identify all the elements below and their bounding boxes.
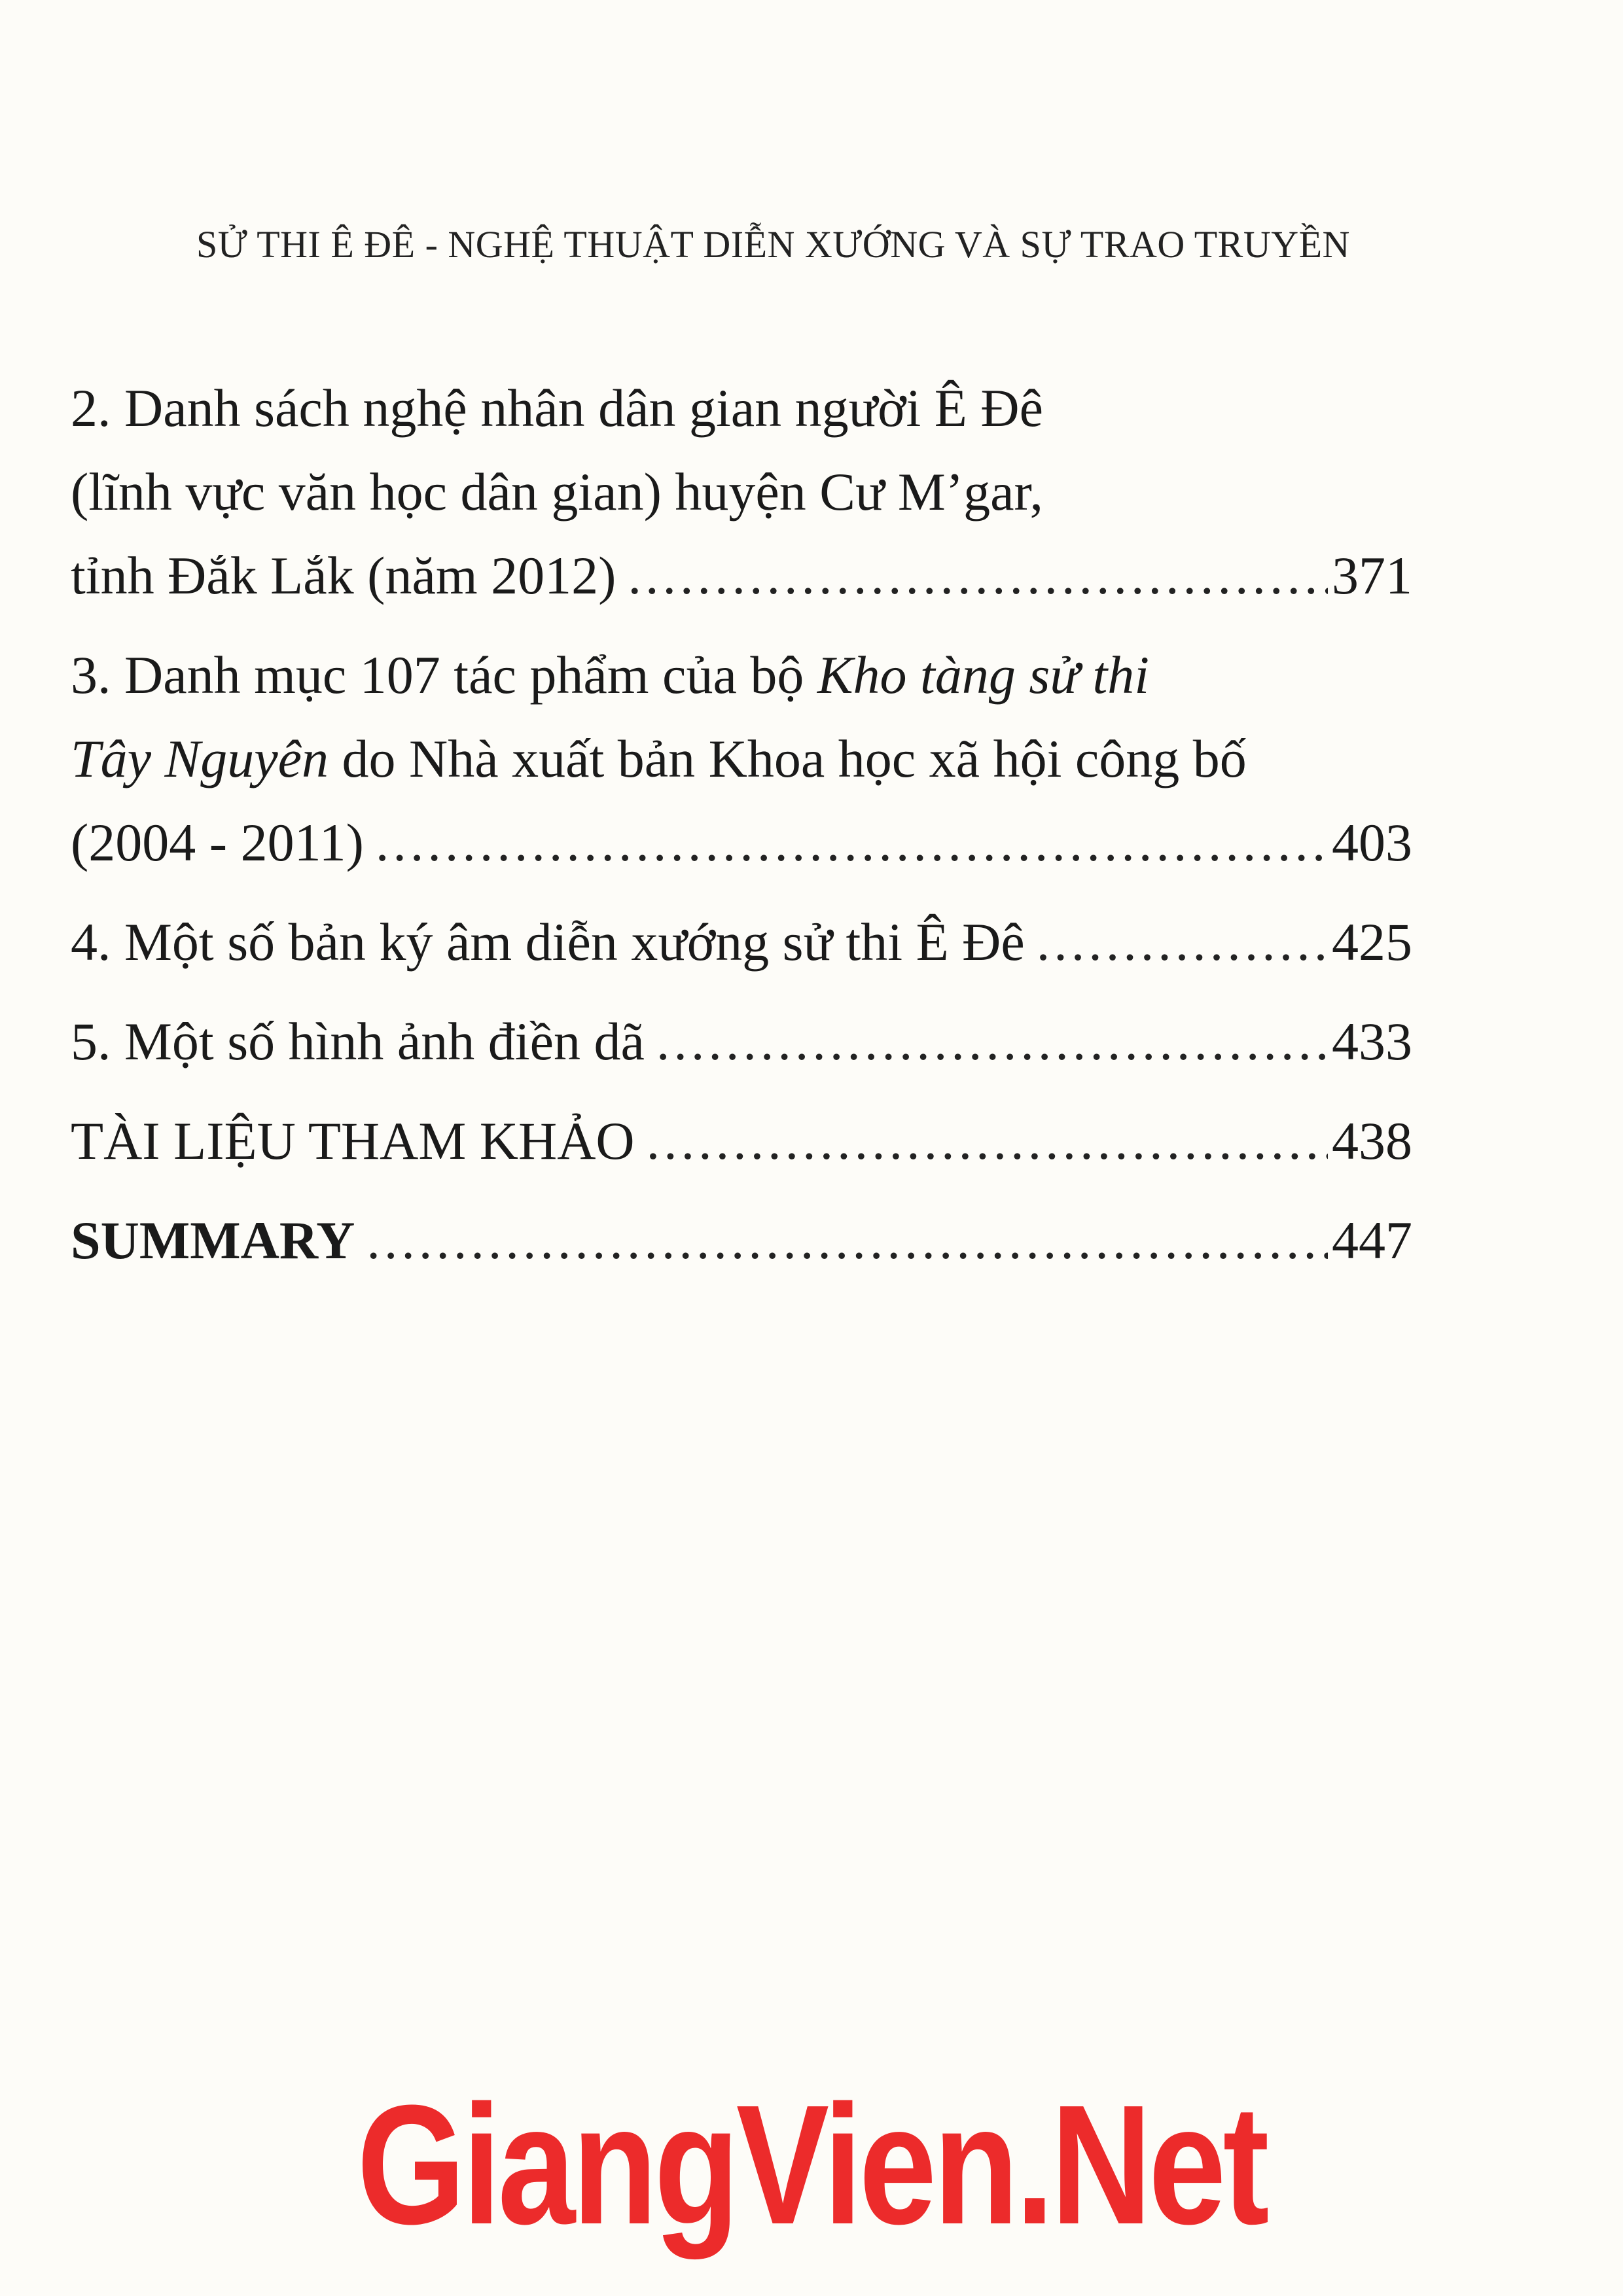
- watermark-logo: GiangVien.Net: [357, 2070, 1266, 2260]
- toc-entry-references-page: 438: [1332, 1111, 1412, 1171]
- running-header: SỬ THI Ê ĐÊ - NGHỆ THUẬT DIỄN XƯỚNG VÀ SỰ TRAO TRUYỀN: [196, 223, 1350, 266]
- toc-entry-3-line-1: [71, 633, 1412, 717]
- toc-entry-5-line: [71, 1000, 1412, 1084]
- toc-entry-3-prefix: 3. Danh mục 107 tác phẩm của bộ: [71, 645, 817, 705]
- toc-entry-2-line-3: [71, 534, 1412, 618]
- dot-leader: [628, 534, 1328, 618]
- toc-entry-5-page: 433: [1332, 1012, 1412, 1071]
- toc-entry-3-suffix: do Nhà xuất bản Khoa học xã hội công bố: [328, 729, 1247, 788]
- toc-entry-references[interactable]: [71, 1099, 1412, 1183]
- toc-entry-3[interactable]: [71, 633, 1412, 885]
- toc-entry-3-line-2: [71, 717, 1412, 801]
- toc-entry-2-line-1: 2. Danh sách nghệ nhân dân gian người Ê Đê: [71, 378, 1043, 438]
- toc-entry-3-book-title-part-2: Tây Nguyên: [71, 729, 329, 788]
- toc-entry-2[interactable]: [71, 366, 1412, 618]
- table-of-contents: [71, 366, 1412, 1282]
- toc-entry-3-book-title-part-1: Kho tàng sử thi: [817, 645, 1150, 705]
- toc-entry-summary-line: [71, 1199, 1412, 1282]
- dot-leader: [647, 1099, 1328, 1183]
- toc-entry-summary-page: 447: [1332, 1210, 1412, 1270]
- dot-leader: [376, 801, 1328, 885]
- toc-entry-2-line-2: (lĩnh vực văn học dân gian) huyện Cư M’gar,: [71, 462, 1044, 521]
- toc-entry-5-text: 5. Một số hình ảnh điền dã: [71, 1012, 645, 1071]
- toc-entry-summary[interactable]: [71, 1199, 1412, 1282]
- toc-entry-2-text: tỉnh Đắk Lắk (năm 2012): [71, 546, 616, 605]
- toc-entry-references-text: TÀI LIỆU THAM KHẢO: [71, 1111, 635, 1171]
- toc-entry-2-page: 371: [1332, 546, 1412, 605]
- toc-entry-3-line-3: [71, 801, 1412, 885]
- dot-leader: [1037, 900, 1328, 984]
- dot-leader: [656, 1000, 1328, 1084]
- toc-entry-4[interactable]: [71, 900, 1412, 984]
- toc-entry-3-text: (2004 - 2011): [71, 813, 364, 872]
- toc-entry-references-line: [71, 1099, 1412, 1183]
- toc-entry-4-text: 4. Một số bản ký âm diễn xướng sử thi Ê Đê: [71, 912, 1025, 972]
- toc-entry-3-page: 403: [1332, 813, 1412, 872]
- toc-entry-4-line: [71, 900, 1412, 984]
- toc-entry-summary-text: SUMMARY: [71, 1210, 355, 1270]
- toc-entry-4-page: 425: [1332, 912, 1412, 972]
- dot-leader: [366, 1199, 1328, 1282]
- toc-entry-5[interactable]: [71, 1000, 1412, 1084]
